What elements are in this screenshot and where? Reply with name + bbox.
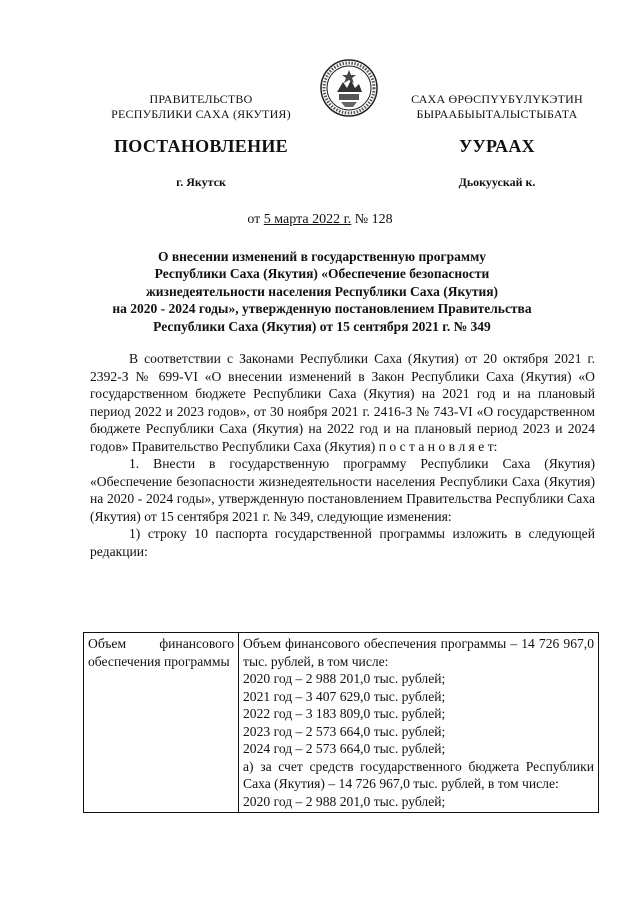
paragraph-item-1: 1. Внести в государственную программу Республики Саха (Якутия) «Обеспечение безопасности жизнедеятельности населения Республики Саха (Якутия) на 2020 - 2024 годы», утвержденную постановлением Правительства Республики Саха (Якутия) от 15 сентября 2021 г. № 349, следующие изменения: [90,456,595,524]
table-line: Объем финансового обеспечения программы – 14 726 967,0 тыс. рублей, в том числе: [243,636,594,669]
city-sah: Дьокуускай к. [458,175,536,189]
table-cell-label: Объем финансового обеспечения программы [84,633,239,813]
decree-number: № 128 [354,212,393,227]
table-line: 2020 год – 2 988 201,0 тыс. рублей; [243,793,446,809]
subject-line1: О внесении изменений в государственную программу [157,249,487,264]
table-line: а) за счет средств государственного бюджета Республики Саха (Якутия) – 14 726 967,0 тыс. рублей, в том числе: [243,758,594,791]
government-name-sah [392,92,602,122]
table-cell-content [239,633,599,813]
decree-subject [96,248,548,335]
decree-body [90,350,595,560]
paragraph-preamble: В соответствии с Законами Республики Саха (Якутия) от 20 октября 2021 г. 2392-З № 699-VI «О внесении изменений в Закон Республики Саха (Якутия) «О государственном бюджете Республики Саха (Якутия) на 2021 год и на плановый период 2022 и 2023 годов», от 30 ноября 2021 г. 2416-З № 743-VI «О государственном бюджете Республики Саха (Якутия) на 2022 год и на плановый период 2023 и 2024 годов» Правительство Республики Саха (Якутия) п о с т а н о в л я е т: [90,351,595,454]
table-line: 2021 год – 3 407 629,0 тыс. рублей; [243,688,446,704]
government-name-ru [96,92,306,122]
government-name-ru-line2: РЕСПУБЛИКИ САХА (ЯКУТИЯ) [111,107,291,121]
government-name-sah-line1: САХА ӨРӨСПҮҮБҮЛҮКЭТИН [411,92,583,106]
table-line: 2024 год – 2 573 664,0 тыс. рублей; [243,741,446,756]
government-name-ru-line1: ПРАВИТЕЛЬСТВО [149,92,253,106]
table-row [84,633,599,813]
table-line: 2020 год – 2 988 201,0 тыс. рублей; [243,671,446,686]
government-name-sah-line2: БЫРААБЫЫТАЛЫСТЫБАТА [416,107,578,121]
subject-line3: жизнедеятельности населения Республики Саха (Якутия) [145,283,499,299]
decree-date-line [0,212,640,228]
subject-line2: Республики Саха (Якутия) «Обеспечение безопасности [154,266,490,282]
decree-date: 5 марта 2022 г. [263,212,352,227]
passport-table [83,632,599,813]
paragraph-subitem-1: 1) строку 10 паспорта государственной программы изложить в следующей редакции: [90,526,595,559]
coat-of-arms-emblem [319,58,379,118]
table-line: 2022 год – 3 183 809,0 тыс. рублей; [243,706,446,721]
table-line: 2023 год – 2 573 664,0 тыс. рублей; [243,723,446,739]
date-prefix: от [247,212,261,227]
decree-title-ru: ПОСТАНОВЛЕНИЕ [114,136,288,156]
subject-line5: Республики Саха (Якутия) от 15 сентября 2021 г. № 349 [153,318,491,334]
decree-title-sah: УУРААХ [459,136,535,156]
city-ru: г. Якутск [176,175,226,189]
subject-line4: на 2020 - 2024 годы», утвержденную постановлением Правительства [112,301,532,317]
